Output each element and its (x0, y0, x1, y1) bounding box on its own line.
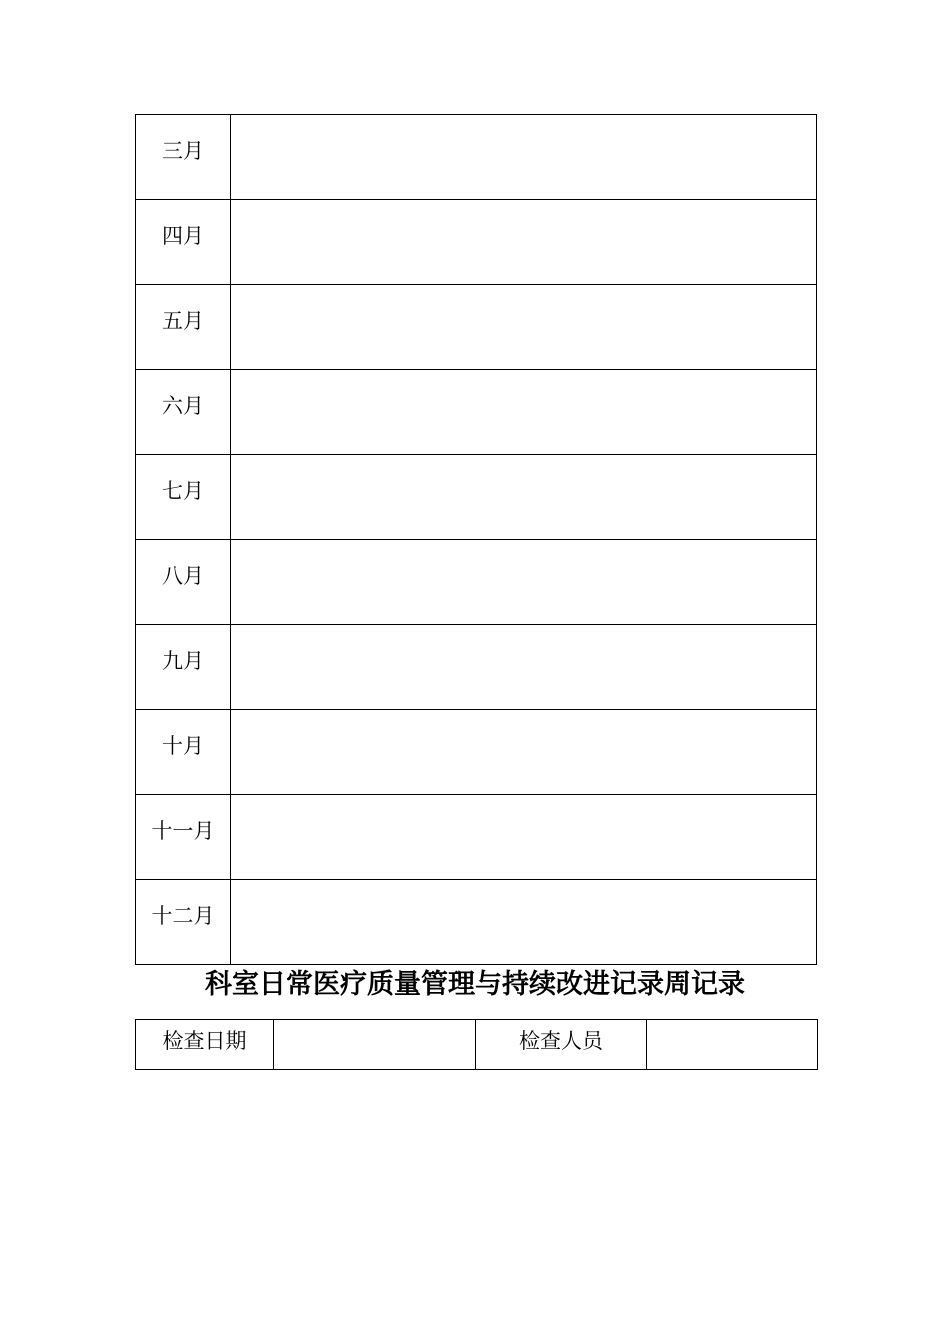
month-label: 十一月 (136, 795, 231, 880)
month-content-cell[interactable] (231, 625, 817, 710)
month-row (136, 455, 817, 540)
month-content-cell[interactable] (231, 285, 817, 370)
month-row (136, 710, 817, 795)
month-content-cell[interactable] (231, 200, 817, 285)
month-content-cell[interactable] (231, 115, 817, 200)
month-content-cell[interactable] (231, 710, 817, 795)
month-content-cell[interactable] (231, 455, 817, 540)
month-row (136, 880, 817, 965)
inspection-date-field[interactable] (274, 1020, 476, 1070)
month-label: 五月 (136, 285, 231, 370)
month-label: 七月 (136, 455, 231, 540)
month-label: 四月 (136, 200, 231, 285)
month-content-cell[interactable] (231, 370, 817, 455)
month-row (136, 200, 817, 285)
month-label: 八月 (136, 540, 231, 625)
month-row (136, 540, 817, 625)
inspection-info-table (135, 1019, 818, 1070)
inspection-info-row (136, 1020, 818, 1070)
month-content-cell[interactable] (231, 540, 817, 625)
month-label: 十月 (136, 710, 231, 795)
document-title: 科室日常医疗质量管理与持续改进记录周记录 (205, 969, 745, 1000)
month-row (136, 370, 817, 455)
month-row (136, 795, 817, 880)
month-label: 六月 (136, 370, 231, 455)
monthly-record-table (135, 114, 817, 965)
month-content-cell[interactable] (231, 795, 817, 880)
month-label: 九月 (136, 625, 231, 710)
month-row (136, 625, 817, 710)
month-label: 十二月 (136, 880, 231, 965)
month-row (136, 285, 817, 370)
month-content-cell[interactable] (231, 880, 817, 965)
inspection-date-label: 检查日期 (136, 1020, 274, 1070)
month-label: 三月 (136, 115, 231, 200)
inspector-field[interactable] (647, 1020, 818, 1070)
inspector-label: 检查人员 (476, 1020, 647, 1070)
month-row (136, 115, 817, 200)
